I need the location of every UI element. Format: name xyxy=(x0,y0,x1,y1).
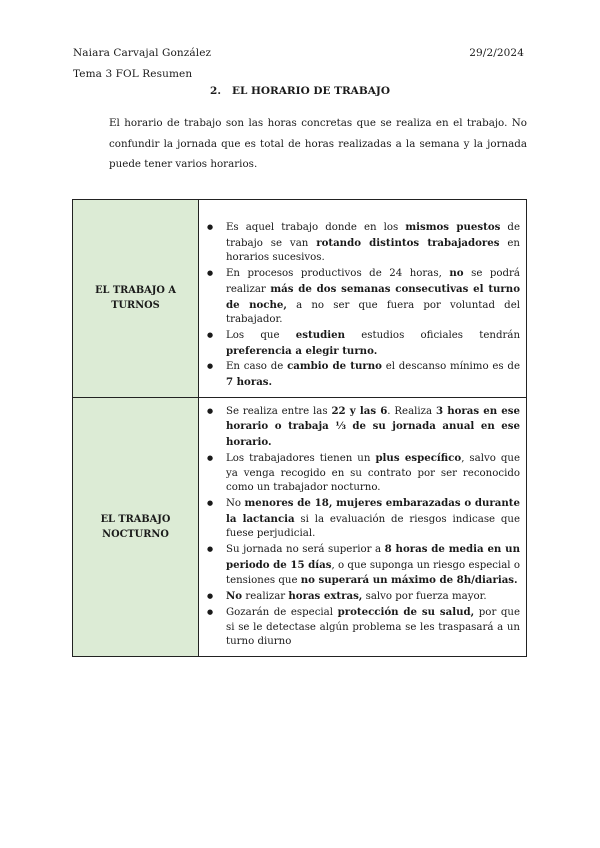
text: En procesos productivos de 24 horas, xyxy=(226,268,450,280)
bold-text: estudien xyxy=(295,328,345,341)
text: se podrá realizar xyxy=(226,268,520,295)
table-row xyxy=(73,397,527,656)
list-item xyxy=(207,266,520,328)
text: estudios oficiales tendrán xyxy=(344,329,520,341)
bold-text: protección de su salud, xyxy=(337,605,475,618)
text: de trabajo se van xyxy=(226,222,520,249)
bold-text: 7 horas. xyxy=(226,376,273,389)
list-item xyxy=(207,605,520,650)
row-label-line: EL TRABAJO xyxy=(100,513,171,525)
text: . Realiza xyxy=(387,405,436,417)
row-label xyxy=(73,200,199,398)
text: realizar xyxy=(242,591,289,603)
bold-text: menores de 18, mujeres embarazadas o durante la lactancia xyxy=(226,496,520,525)
text: Gozarán de especial xyxy=(226,606,338,618)
list-item xyxy=(207,496,520,542)
section-number: 2. xyxy=(210,85,221,97)
text: Los que xyxy=(226,329,296,341)
list-item xyxy=(207,328,520,359)
text: En caso de xyxy=(226,361,288,373)
bold-text: 8 horas de media en un periodo de 15 días xyxy=(226,543,520,571)
bold-text: no superará un máximo de 8h/diarias. xyxy=(300,574,518,587)
bold-text: rotando distintos trabajadores xyxy=(316,236,500,249)
row-content xyxy=(199,200,527,398)
text: , salvo que ya venga recogido en su contrato por ser reconocido como un trabajador nocturno. xyxy=(226,452,520,494)
text: Es aquel trabajo donde en los xyxy=(226,222,406,233)
text: por que si se le detectase algún problema se les traspasará a un turno diurno xyxy=(226,606,520,648)
bold-text: cambio de turno xyxy=(287,360,382,373)
section-heading xyxy=(0,85,600,97)
table-row xyxy=(73,200,527,398)
list-item xyxy=(207,359,520,390)
bold-text: no xyxy=(449,267,464,280)
document-topic: Tema 3 FOL Resumen xyxy=(73,68,193,80)
bold-text: 22 y las 6 xyxy=(331,404,388,417)
bold-text: más de dos semanas consecutivas el turno de noche, xyxy=(226,282,520,311)
bold-text: 3 horas en ese horario o trabaja ⅓ de su jornada anual en ese horario. xyxy=(226,404,520,449)
row-label-line: TURNOS xyxy=(111,300,160,312)
document-date: 29/2/2024 xyxy=(469,47,524,59)
row-content xyxy=(199,397,527,656)
list-item xyxy=(207,589,520,605)
bold-text: mismos puestos xyxy=(405,221,501,233)
text: el descanso mínimo es de xyxy=(381,361,520,373)
row-label-line: NOCTURNO xyxy=(102,528,169,540)
bold-text: preferencia a elegir turno. xyxy=(226,344,378,357)
text: Se realiza entre las xyxy=(226,405,332,417)
intro-paragraph: El horario de trabajo son las horas concretas que se realiza en el trabajo. No confundir la jornada que es total de horas realizadas a la semana y la jornada puede tener varios horarios. xyxy=(109,117,527,170)
text: si la evaluación de riesgos indicase que fuese perjudicial. xyxy=(226,513,520,540)
author-name: Naiara Carvajal González xyxy=(73,47,212,59)
schedule-table xyxy=(72,199,527,657)
text: en horarios sucesivos. xyxy=(226,237,520,264)
bold-text: horas extras, xyxy=(288,590,363,603)
bullet-list xyxy=(207,404,520,650)
text: Los trabajadores tienen un xyxy=(226,452,376,464)
row-label-line: EL TRABAJO A xyxy=(95,285,176,297)
text: salvo por fuerza mayor. xyxy=(362,591,487,603)
bold-text: plus específico xyxy=(375,451,462,464)
row-label xyxy=(73,397,199,656)
text: Su jornada no será superior a xyxy=(226,544,385,556)
list-item xyxy=(207,220,520,266)
bullet-list xyxy=(207,220,520,391)
list-item xyxy=(207,451,520,496)
text: , o que suponga un riesgo especial o tensiones que xyxy=(226,559,520,587)
text: a no ser que fuera por voluntad del trabajador. xyxy=(226,299,520,326)
text: No xyxy=(226,497,245,509)
bold-text: No xyxy=(226,590,243,603)
list-item xyxy=(207,542,520,589)
list-item xyxy=(207,404,520,451)
section-title: EL HORARIO DE TRABAJO xyxy=(231,85,390,97)
